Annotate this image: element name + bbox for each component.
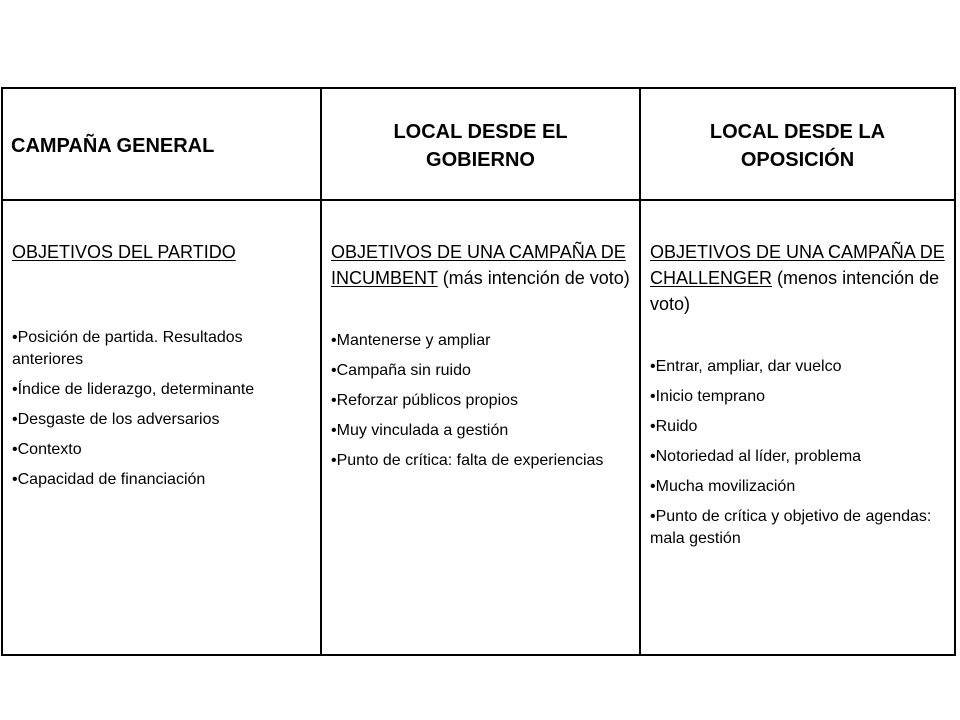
bullet-list [650, 356, 946, 550]
header-general-campaign [3, 89, 322, 201]
list-item: • Muy vinculada a gestión [331, 420, 631, 442]
list-item: • Capacidad de financiación [12, 469, 312, 491]
list-item: • Campaña sin ruido [331, 360, 631, 382]
list-item: • Punto de crítica: falta de experiencias [331, 450, 631, 472]
header-general-campaign-label: CAMPAÑA GENERAL [11, 135, 215, 157]
header-local-government-label: LOCAL DESDE EL GOBIERNO [393, 121, 568, 171]
list-item: • Contexto [12, 439, 312, 461]
list-item: • Reforzar públicos propios [331, 390, 631, 412]
column-title-rest: (menos intención de voto) [650, 268, 940, 314]
column-local-government [322, 201, 641, 654]
comparison-table [1, 87, 956, 656]
column-title-challenger-objectives [650, 239, 946, 317]
column-title-underlined: OBJETIVOS DE UNA CAMPAÑA DE CHALLENGER [650, 242, 945, 288]
header-local-opposition [641, 89, 954, 201]
header-local-government [322, 89, 641, 201]
column-title-underlined: OBJETIVOS DEL PARTIDO [12, 242, 236, 262]
bullet-list [331, 330, 631, 472]
list-item: • Ruido [650, 416, 946, 438]
list-item: • Notoriedad al líder, problema [650, 446, 946, 468]
list-item: • Mantenerse y ampliar [331, 330, 631, 352]
column-general-campaign [3, 201, 322, 654]
column-title-party-objectives [12, 239, 312, 265]
column-title-underlined: OBJETIVOS DE UNA CAMPAÑA DE INCUMBENT [331, 242, 626, 288]
list-item: • Desgaste de los adversarios [12, 409, 312, 431]
bullet-list [12, 327, 312, 491]
column-local-opposition [641, 201, 954, 654]
list-item: • Mucha movilización [650, 476, 946, 498]
column-title-incumbent-objectives [331, 239, 631, 291]
list-item: • Punto de crítica y objetivo de agendas: mala gestión [650, 506, 946, 550]
column-title-rest: (más intención de voto) [437, 268, 630, 288]
list-item: • Inicio temprano [650, 386, 946, 408]
header-local-opposition-label: LOCAL DESDE LA OPOSICIÓN [709, 121, 886, 171]
list-item: • Entrar, ampliar, dar vuelco [650, 356, 946, 378]
list-item: • Índice de liderazgo, determinante [12, 379, 312, 401]
list-item: • Posición de partida. Resultados anteriores [12, 327, 312, 371]
